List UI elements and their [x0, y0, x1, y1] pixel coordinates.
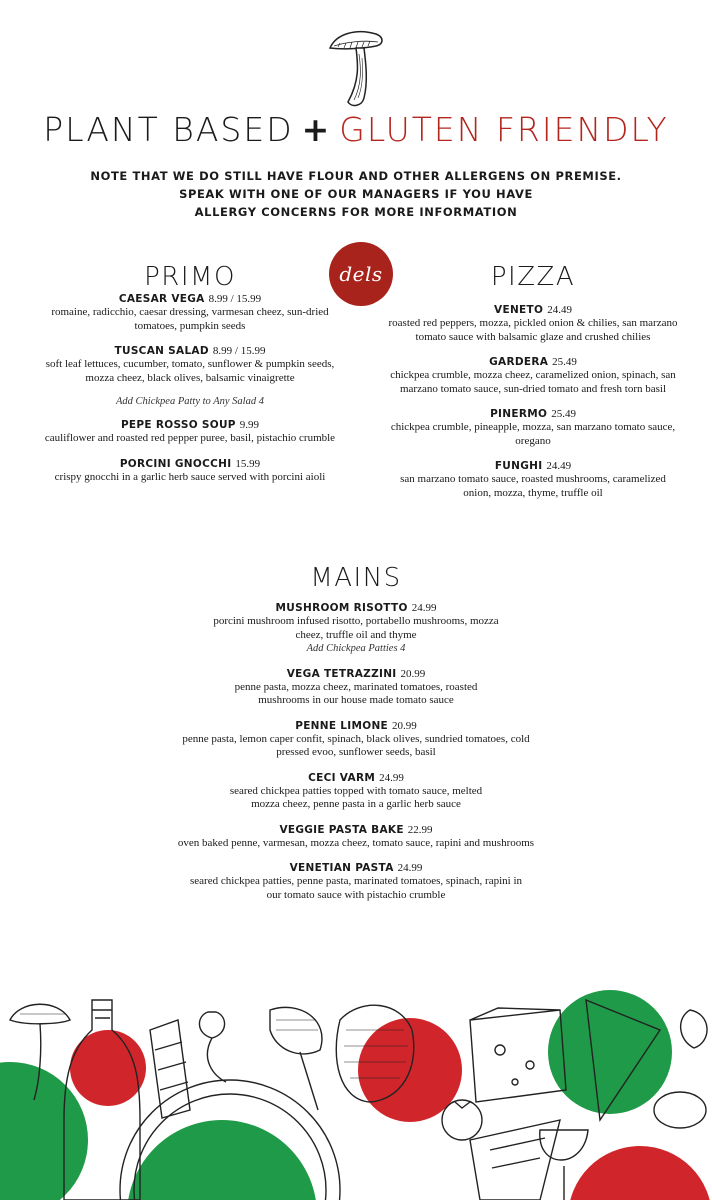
- item-description: seared chickpea patties topped with tomato sauce, melted mozza cheez, penne pasta in a garlic herb sauce: [229, 784, 483, 810]
- green-blob-right: [548, 990, 672, 1114]
- primo-title: PRIMO: [144, 262, 236, 292]
- item-description: penne pasta, lemon caper confit, spinach, black olives, sundried tomatoes, cold pressed evoo, sunflower seeds, basil: [182, 732, 530, 758]
- page-title: [0, 110, 712, 149]
- item-description: porcini mushroom infused risotto, portabello mushrooms, mozza cheez, truffle oil and thyme: [213, 615, 499, 641]
- menu-item-mushroom-risotto: [100, 601, 612, 656]
- allergen-note-line: SPEAK WITH ONE OF OUR MANAGERS IF YOU HAVE: [179, 187, 533, 201]
- item-price: 24.99: [397, 862, 423, 874]
- title-gluten-friendly: GLUTEN FRIENDLY: [339, 110, 669, 149]
- item-description: seared chickpea patties, penne pasta, marinated tomatoes, spinach, rapini in our tomato sauce with pistachio crumble: [189, 875, 522, 901]
- item-description: chickpea crumble, mozza cheez, caramelized onion, spinach, san marzano tomato sauce, sun-dried tomato and fresh torn basil: [390, 369, 676, 395]
- title-plus: +: [301, 110, 332, 149]
- tomato-icon: [442, 1100, 482, 1140]
- item-description: crispy gnocchi in a garlic herb sauce served with porcini aioli: [54, 470, 326, 483]
- pizza-section: [388, 262, 678, 500]
- title-plant-based: PLANT BASED: [43, 110, 294, 149]
- item-description: oven baked penne, varmesan, mozza cheez, tomato sauce, rapini and mushrooms: [177, 836, 535, 849]
- item-price: 24.49: [547, 304, 572, 316]
- pizza-wedge-icon: [470, 1120, 560, 1200]
- item-name: VENETO: [494, 304, 544, 316]
- allergen-note-line: NOTE THAT WE DO STILL HAVE FLOUR AND OTHER ALLERGENS ON PREMISE.: [90, 169, 622, 183]
- item-name: TUSCAN SALAD: [114, 345, 209, 357]
- allergen-note: [0, 167, 712, 221]
- menu-item-tuscan-salad: [40, 344, 340, 385]
- dels-logo: dels: [329, 242, 393, 306]
- allergen-note-line: ALLERGY CONCERNS FOR MORE INFORMATION: [194, 205, 518, 219]
- item-price: 8.99 / 15.99: [208, 293, 262, 305]
- menu-item-ceci-varm: [100, 771, 612, 812]
- item-price: 24.99: [379, 771, 404, 784]
- pizza-title: PIZZA: [490, 262, 576, 292]
- mushroom-illustration-icon: [326, 28, 386, 110]
- item-price: 25.49: [551, 408, 576, 420]
- menu-item-venetian-pasta: [100, 861, 612, 902]
- mushroom-center-icon: [270, 1007, 322, 1110]
- menu-item-porcini-gnocchi: [40, 457, 340, 485]
- menu-item-veggie-pasta-bake: [100, 823, 612, 851]
- item-description: cauliflower and roasted red pepper puree, basil, pistachio crumble: [44, 432, 336, 444]
- item-name: PINERMO: [490, 408, 548, 420]
- pasta-shell-icon: [681, 1010, 707, 1048]
- menu-item-penne-limone: [100, 719, 612, 760]
- salad-addon-note: Add Chickpea Patty to Any Salad 4: [116, 396, 264, 407]
- item-price: 9.99: [239, 419, 260, 431]
- item-price: 22.99: [407, 823, 433, 836]
- menu-item-pinermo: [388, 407, 678, 448]
- item-price: 20.99: [400, 667, 426, 680]
- menu-item-caesar-vega: [40, 292, 340, 333]
- item-description: san marzano tomato sauce, roasted mushrooms, caramelized onion, mozza, thyme, truffle oil: [400, 473, 666, 499]
- garlic-icon: [199, 1012, 226, 1082]
- mains-section: [100, 563, 612, 902]
- item-price: 25.49: [552, 356, 577, 368]
- item-name: VEGA TETRAZZINI: [286, 667, 397, 680]
- item-name: MUSHROOM RISOTTO: [275, 602, 408, 614]
- lemon-icon: [654, 1092, 706, 1128]
- item-name: PEPE ROSSO SOUP: [120, 419, 236, 431]
- item-description: soft leaf lettuces, cucumber, tomato, sunflower & pumpkin seeds, mozza cheez, black olives, balsamic vinaigrette: [45, 358, 335, 384]
- mains-title: MAINS: [310, 563, 402, 593]
- menu-item-veneto: [388, 303, 678, 344]
- item-description: chickpea crumble, pineapple, mozza, san marzano tomato sauce, oregano: [390, 421, 676, 447]
- menu-item-gardera: [388, 355, 678, 396]
- menu-item-vega-tetrazzini: [100, 667, 612, 708]
- item-name: VENETIAN PASTA: [289, 862, 394, 874]
- menu-item-funghi: [388, 459, 678, 500]
- item-name: PORCINI GNOCCHI: [119, 457, 232, 470]
- item-price: 24.99: [411, 602, 437, 614]
- item-name: FUNGHI: [494, 460, 543, 472]
- item-description: penne pasta, mozza cheez, marinated tomatoes, roasted mushrooms in our house made tomato sauce: [234, 680, 478, 706]
- item-price: 8.99 / 15.99: [212, 345, 266, 357]
- item-price: 20.99: [392, 719, 417, 732]
- item-price: 15.99: [235, 457, 261, 470]
- item-name: PENNE LIMONE: [295, 719, 389, 732]
- food-illustration-banner: [0, 990, 712, 1200]
- penne-icon: [150, 1020, 190, 1118]
- item-name: GARDERA: [489, 356, 549, 368]
- risotto-addon-note: Add Chickpea Patties 4: [306, 643, 406, 654]
- item-description: roasted red peppers, mozza, pickled onion & chilies, san marzano tomato sauce with balsamic glaze and crushed chilies: [388, 317, 678, 343]
- primo-section: [40, 262, 340, 484]
- item-name: CAESAR VEGA: [118, 293, 205, 305]
- green-blob-center: [127, 1120, 317, 1200]
- item-name: CECI VARM: [308, 771, 376, 784]
- item-price: 24.49: [546, 460, 572, 472]
- menu-item-pepe-rosso-soup: [40, 418, 340, 446]
- item-name: VEGGIE PASTA BAKE: [279, 823, 404, 836]
- red-blob-right: [568, 1146, 712, 1200]
- item-description: romaine, radicchio, caesar dressing, varmesan cheez, sun-dried tomatoes, pumpkin seeds: [51, 306, 329, 332]
